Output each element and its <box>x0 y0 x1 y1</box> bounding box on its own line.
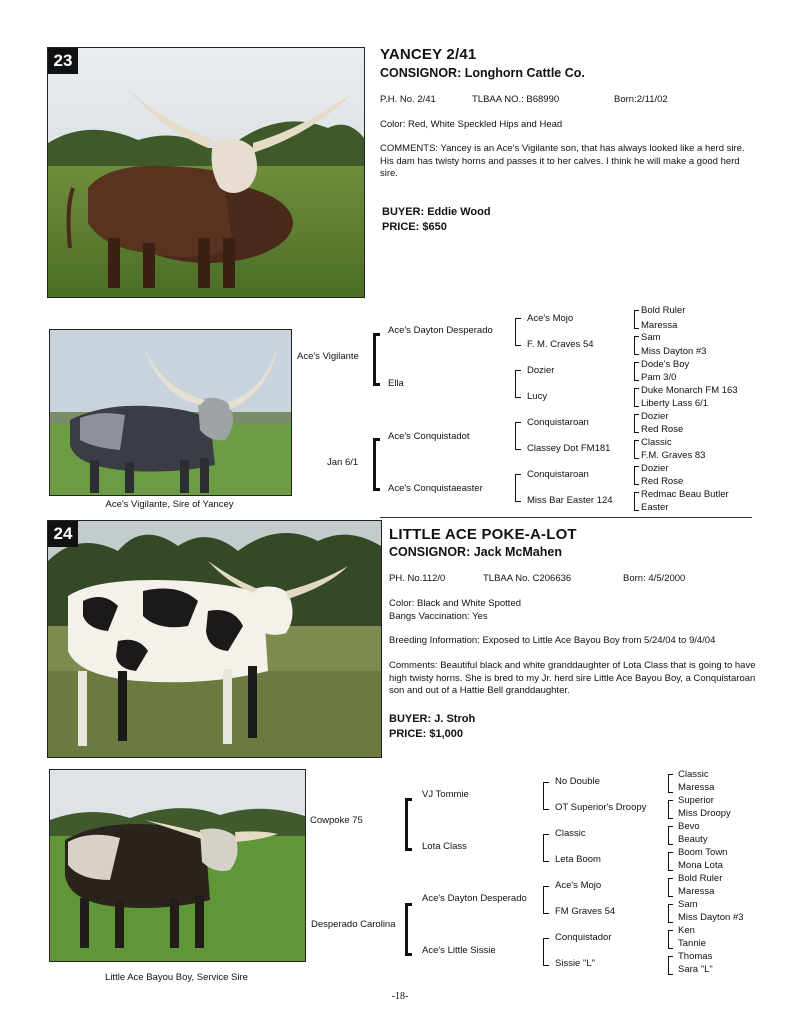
pedigree-gen4: Red Rose <box>641 424 684 435</box>
pedigree-gen4: Boom Town <box>678 847 728 858</box>
pedigree-gen4: Maressa <box>641 320 678 331</box>
pedigree-bracket <box>405 798 412 851</box>
lot-24-consignor: CONSIGNOR: Jack McMahen <box>389 545 562 559</box>
pedigree-gen4: Redmac Beau Butler <box>641 489 729 500</box>
pedigree-bracket <box>515 474 521 502</box>
pedigree-gen1: Jan 6/1 <box>327 457 359 468</box>
pedigree-gen4: Easter <box>641 502 669 513</box>
pedigree-gen2: Ace's Dayton Desperado <box>388 325 493 336</box>
pedigree-bracket <box>634 362 639 381</box>
pedigree-gen4: Miss Dayton #3 <box>678 912 744 923</box>
lot-24-price: PRICE: $1,000 <box>389 728 463 740</box>
pedigree-bracket <box>668 852 673 871</box>
pedigree-bracket <box>515 422 521 450</box>
longhorn-cow-photo <box>48 521 381 757</box>
lot-23-consignor: CONSIGNOR: Longhorn Cattle Co. <box>380 66 585 80</box>
pedigree-gen4: Miss Dayton #3 <box>641 346 707 357</box>
pedigree-bracket <box>634 414 639 433</box>
pedigree-gen2: Ace's Conquistaeaster <box>388 483 483 494</box>
lot-24-photo <box>47 520 382 758</box>
pedigree-gen4: Bold Ruler <box>678 873 723 884</box>
lot-24-breeding: Breeding Information: Exposed to Little Ace Bayou Boy from 5/24/04 to 9/4/04 <box>389 635 716 646</box>
lot-24-born: Born: 4/5/2000 <box>623 573 686 584</box>
lot-24-color: Color: Black and White Spotted <box>389 598 522 609</box>
pedigree-bracket <box>634 492 639 511</box>
lot-number-badge: 24 <box>48 521 78 547</box>
pedigree-gen4: Beauty <box>678 834 708 845</box>
lot-23-photo <box>47 47 365 298</box>
pedigree-gen3: No Double <box>555 776 600 787</box>
pedigree-gen4: Maressa <box>678 886 715 897</box>
pedigree-gen4: Sam <box>678 899 698 910</box>
pedigree-bracket <box>668 878 673 897</box>
pedigree-gen4: Red Rose <box>641 476 684 487</box>
pedigree-gen2: Ace's Dayton Desperado <box>422 893 527 904</box>
lot-23-born: Born:2/11/02 <box>614 94 668 105</box>
lot-23-buyer: BUYER: Eddie Wood <box>382 206 491 218</box>
lot-23-price: PRICE: $650 <box>382 221 447 233</box>
pedigree-gen2: Lota Class <box>422 841 467 852</box>
lot-24-tlbaa-no: TLBAA No. C206636 <box>483 573 572 584</box>
pedigree-gen3: Conquistaroan <box>527 417 589 428</box>
lot-23-tlbaa-no: TLBAA NO.: B68990 <box>472 94 560 105</box>
longhorn-bull-photo <box>48 48 364 297</box>
pedigree-gen3: Lucy <box>527 391 548 402</box>
pedigree-gen3: Conquistador <box>555 932 612 943</box>
pedigree-bracket <box>515 370 521 398</box>
pedigree-gen4: Duke Monarch FM 163 <box>641 385 738 396</box>
pedigree-gen3: Miss Bar Easter 124 <box>527 495 613 506</box>
pedigree-gen3: Leta Boom <box>555 854 601 865</box>
pedigree-gen4: Sara "L" <box>678 964 713 975</box>
pedigree-gen3: Classic <box>555 828 586 839</box>
pedigree-bracket <box>668 904 673 923</box>
pedigree-bracket <box>634 310 639 329</box>
pedigree-gen4: Miss Droopy <box>678 808 731 819</box>
pedigree-bracket <box>634 388 639 407</box>
lot-24-sire-caption: Little Ace Bayou Boy, Service Sire <box>105 972 248 983</box>
pedigree-bracket <box>634 336 639 355</box>
pedigree-gen4: Maressa <box>678 782 715 793</box>
pedigree-gen4: Bevo <box>678 821 700 832</box>
pedigree-bracket <box>515 318 521 346</box>
pedigree-gen3: Dozier <box>527 365 555 376</box>
pedigree-gen4: Ken <box>678 925 695 936</box>
lot-23-comments: COMMENTS: Yancey is an Ace's Vigilante son, that has always looked like a herd sire. His dam has twisty horns and passes it to her calves. I think he will make a good herd sire. <box>380 143 745 179</box>
pedigree-gen4: Thomas <box>678 951 713 962</box>
page-number: -18- <box>391 991 409 1002</box>
pedigree-bracket <box>543 938 549 966</box>
pedigree-bracket <box>668 774 673 793</box>
pedigree-gen2: Ace's Little Sissie <box>422 945 496 956</box>
pedigree-gen4: Sam <box>641 332 661 343</box>
lot-23-title: YANCEY 2/41 <box>380 46 477 63</box>
pedigree-gen1: Cowpoke 75 <box>310 815 363 826</box>
lot-23-color: Color: Red, White Speckled Hips and Head <box>380 119 563 130</box>
pedigree-gen2: Ace's Conquistadot <box>388 431 470 442</box>
pedigree-bracket <box>405 903 412 956</box>
pedigree-bracket <box>543 886 549 914</box>
pedigree-gen3: Classey Dot FM181 <box>527 443 611 454</box>
pedigree-bracket <box>668 800 673 819</box>
pedigree-gen2: Ella <box>388 378 404 389</box>
pedigree-bracket <box>373 438 380 491</box>
pedigree-bracket <box>668 826 673 845</box>
pedigree-gen4: Mona Lota <box>678 860 723 871</box>
pedigree-gen3: FM Graves 54 <box>555 906 616 917</box>
pedigree-gen4: Superior <box>678 795 714 806</box>
service-sire-photo <box>50 770 305 961</box>
pedigree-bracket <box>634 440 639 459</box>
sire-bull-photo <box>50 330 291 495</box>
pedigree-gen4: Dode's Boy <box>641 359 690 370</box>
pedigree-gen4: Pam 3/0 <box>641 372 677 383</box>
pedigree-gen3: Conquistaroan <box>527 469 589 480</box>
section-divider <box>380 517 752 518</box>
lot-24-bangs: Bangs Vaccination: Yes <box>389 611 488 622</box>
pedigree-gen3: Ace's Mojo <box>555 880 602 891</box>
pedigree-gen4: Bold Ruler <box>641 305 686 316</box>
pedigree-gen4: Dozier <box>641 411 669 422</box>
pedigree-gen3: Sissie "L" <box>555 958 596 969</box>
pedigree-bracket <box>668 930 673 949</box>
pedigree-bracket <box>543 834 549 862</box>
pedigree-gen4: Tannie <box>678 938 706 949</box>
pedigree-gen4: Classic <box>641 437 672 448</box>
pedigree-bracket <box>668 956 673 975</box>
pedigree-gen4: Classic <box>678 769 709 780</box>
lot-24-ph-no: PH. No.112/0 <box>389 573 446 584</box>
pedigree-bracket <box>634 466 639 485</box>
lot-24-title: LITTLE ACE POKE-A-LOT <box>389 526 577 543</box>
pedigree-gen4: F.M. Graves 83 <box>641 450 706 461</box>
lot-23-ph-no: P.H. No. 2/41 <box>380 94 436 105</box>
lot-23-sire-photo <box>49 329 292 496</box>
pedigree-bracket <box>373 333 380 386</box>
pedigree-bracket <box>543 782 549 810</box>
pedigree-gen3: OT Superior's Droopy <box>555 802 647 813</box>
pedigree-gen2: VJ Tommie <box>422 789 469 800</box>
pedigree-gen1: Ace's Vigilante <box>297 351 359 362</box>
pedigree-gen4: Dozier <box>641 463 669 474</box>
lot-24-comments: Comments: Beautiful black and white granddaughter of Lota Class that is going to have high twisty horns. She is bred to my Jr. herd sire Little Ace Bayou Boy, a Conquistaroan son and out of a Hattie Bell granddaughter. <box>389 660 756 696</box>
lot-24-buyer: BUYER: J. Stroh <box>389 713 476 725</box>
pedigree-gen1: Desperado Carolina <box>311 919 396 930</box>
lot-23-sire-caption: Ace's Vigilante, Sire of Yancey <box>105 499 234 510</box>
lot-number-badge: 23 <box>48 48 78 74</box>
pedigree-gen3: Ace's Mojo <box>527 313 574 324</box>
pedigree-gen3: F. M. Craves 54 <box>527 339 594 350</box>
pedigree-gen4: Liberty Lass 6/1 <box>641 398 709 409</box>
lot-24-sire-photo <box>49 769 306 962</box>
